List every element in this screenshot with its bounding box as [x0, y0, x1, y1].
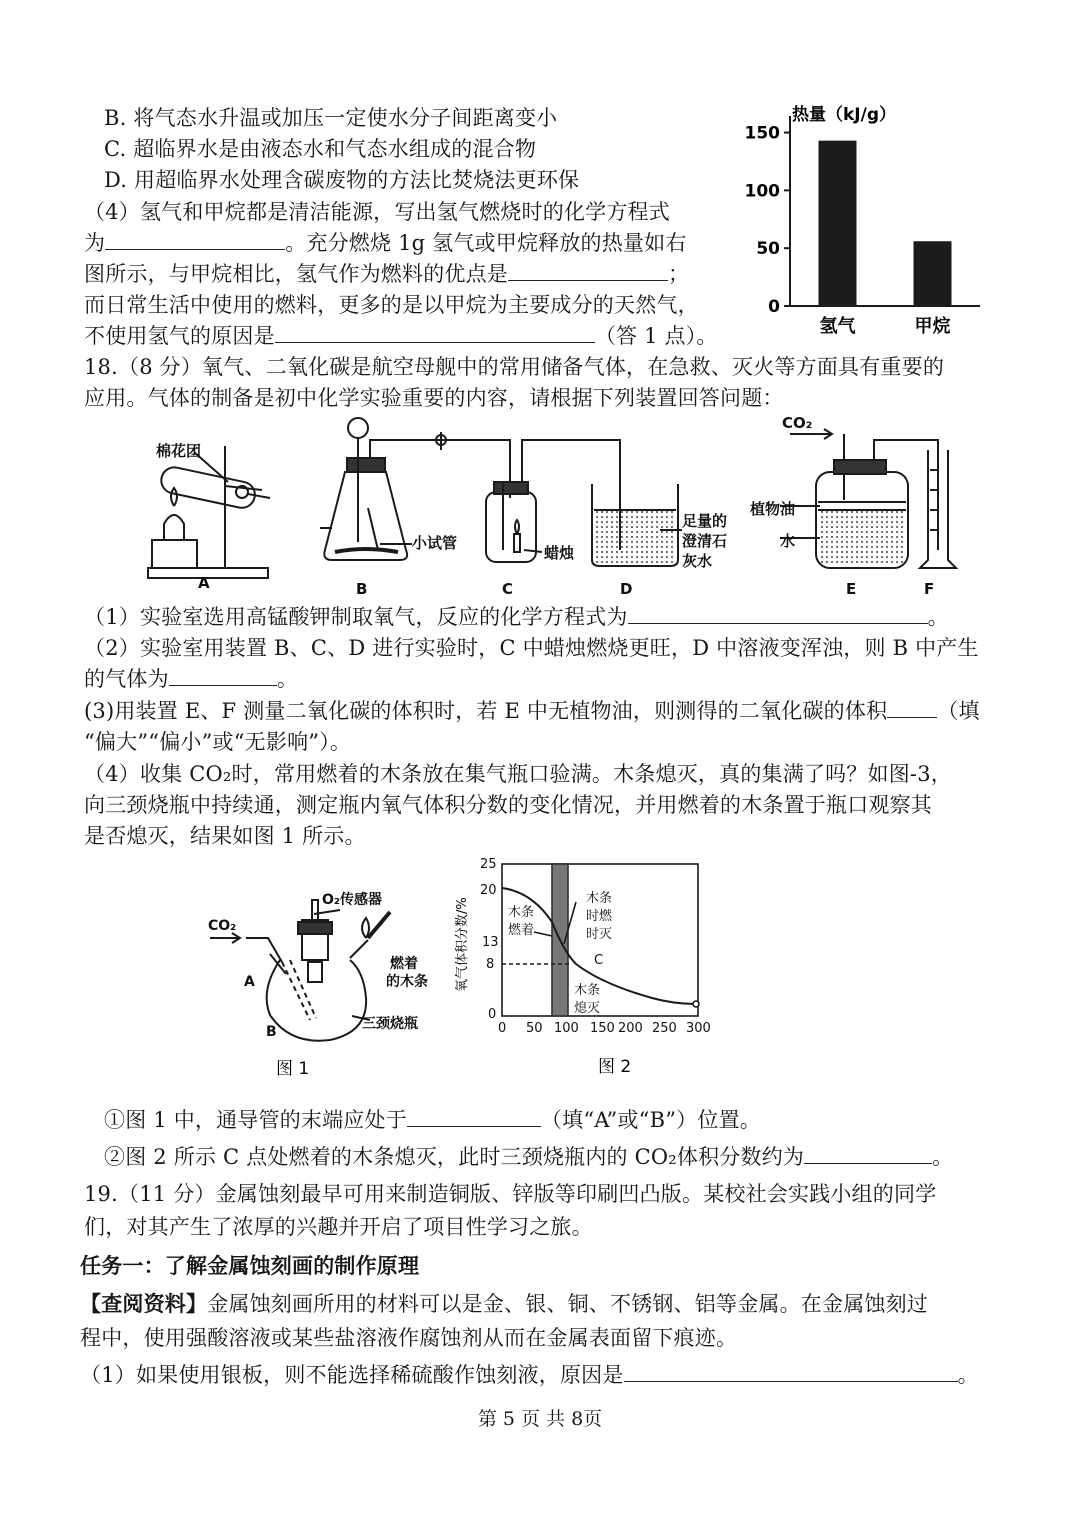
- candle-icon: [514, 534, 520, 552]
- text: （1）如果使用银板，则不能选择稀硫酸作蚀刻液，原因是: [80, 1363, 624, 1387]
- label-sometimes-3: 时灭: [586, 927, 613, 942]
- q18-part4-line2: 向三颈烧瓶中持续通，测定瓶内氧气体积分数的变化情况，并用燃着的木条置于瓶口观察其: [84, 793, 932, 817]
- y-tick-20: 20: [480, 883, 497, 898]
- fig2-caption: 图 2: [598, 1057, 632, 1077]
- q18-part2-line1: （2）实验室用装置 B、C、D 进行实验时，C 中蜡烛燃烧更旺，D 中溶液变浑浊，则 B 中产生: [84, 636, 979, 660]
- bar: [819, 141, 857, 306]
- tube-inside-dashed: [282, 962, 310, 1020]
- label-a: A: [198, 574, 210, 592]
- y-tick-0: 0: [488, 1007, 497, 1022]
- text: ②图 2 所示 C 点处燃着的木条熄灭，此时三颈烧瓶内的 CO₂体积分数约为: [104, 1145, 805, 1169]
- text: ①图 1 中，通导管的末端应处于: [104, 1108, 407, 1132]
- q18-sub2: [104, 1143, 953, 1171]
- label-limewater-1: 足量的: [682, 512, 728, 530]
- heat-bar-chart: [740, 96, 990, 346]
- reagent: [335, 549, 398, 552]
- answer-blank-volume[interactable]: [887, 697, 937, 718]
- q18-sub1: [104, 1106, 761, 1134]
- label-sometimes-2: 时燃: [586, 909, 613, 924]
- q17-option-b: B. 将气态水升温或加压一定使水分子间距离变小: [104, 106, 558, 130]
- alcohol-lamp: [164, 515, 184, 540]
- x-tick-300: 300: [686, 1021, 711, 1036]
- figure-2-oxygen-curve: [452, 852, 732, 1084]
- flame-icon: [362, 918, 369, 938]
- q18-part3-line1: [84, 697, 980, 725]
- text: （1）实验室选用高锰酸钾制取氧气，反应的化学方程式为: [84, 605, 628, 629]
- text: 为: [84, 231, 106, 255]
- q17-option-c: C. 超临界水是由液态水和气态水组成的混合物: [104, 137, 537, 161]
- q19-part1: [80, 1361, 979, 1389]
- delivery-tube-a: [248, 494, 270, 498]
- x-tick-250: 250: [652, 1021, 677, 1036]
- q18-part4-line1: （4）收集 CO₂时，常用燃着的木条放在集气瓶口验满。木条熄灭，真的集满了吗？如图-3，: [84, 762, 952, 786]
- fig1-co2: CO₂: [208, 918, 237, 934]
- q17-option-d: D. 用超临界水处理含碳废物的方法比焚烧法更环保: [104, 168, 580, 192]
- text: ；: [668, 262, 690, 286]
- sensor-probe: [312, 900, 318, 922]
- gas-tube: [246, 938, 282, 962]
- apparatus-diagram: [130, 410, 960, 605]
- label-sometimes-1: 木条: [586, 891, 613, 906]
- chart-y-axis-label: 热量（kJ/g）: [792, 105, 897, 125]
- funnel-bulb: [348, 418, 368, 438]
- burning-splint: [368, 912, 390, 938]
- label-limewater-2: 澄清石: [682, 532, 728, 550]
- label-candle: 蜡烛: [544, 544, 575, 562]
- q19-line1: 19.（11 分）金属蚀刻最早可用来制造铜版、锌版等印刷凹凸版。某校社会实践小组的同学: [84, 1182, 937, 1206]
- sensor-tip: [308, 962, 322, 982]
- y-tick-8: 8: [486, 957, 495, 972]
- text: 。充分燃烧 1g 氢气或甲烷释放的热量如右: [285, 231, 687, 255]
- y-tick-label: 150: [744, 123, 780, 144]
- text: 图所示，与甲烷相比，氢气作为燃料的优点是: [84, 262, 508, 286]
- label-point-c: C: [594, 953, 604, 968]
- q18-part4-line3: 是否熄灭，结果如图 1 所示。: [84, 824, 366, 848]
- stopper-b: [347, 458, 385, 472]
- water-e: [818, 510, 906, 566]
- flame-icon: [171, 488, 177, 506]
- text: (3)用装置 E、F 测量二氧化碳的体积时，若 E 中无植物油，则测得的二氧化碳的体积: [84, 699, 888, 723]
- text: 的气体为: [84, 667, 169, 691]
- limewater-liquid: [594, 510, 676, 564]
- flask-body: [267, 960, 366, 1041]
- q19-info-line1: [80, 1290, 928, 1318]
- label-c: C: [502, 580, 514, 598]
- label-burning-2: 燃着: [508, 923, 535, 938]
- q18-part1: [84, 603, 949, 631]
- category-label: 甲烷: [914, 316, 951, 337]
- y-tick-label: 50: [756, 239, 780, 260]
- end-point: [693, 1001, 699, 1007]
- fig1-burning-2: 的木条: [386, 974, 428, 990]
- bar: [914, 241, 952, 306]
- answer-blank-advantage[interactable]: [508, 260, 668, 281]
- text: 。: [957, 1363, 979, 1387]
- label-pointer: [534, 932, 552, 936]
- text: 不使用氢气的原因是: [84, 324, 275, 348]
- stopper-middle: [298, 922, 332, 934]
- fig1-caption: 图 1: [276, 1059, 310, 1079]
- small-tube: [368, 508, 378, 550]
- text: 。: [927, 605, 949, 629]
- text: 。: [932, 1145, 954, 1169]
- label-cotton: 棉花团: [156, 442, 202, 460]
- q19-task1-heading: 任务一：了解金属蚀刻画的制作原理: [80, 1254, 420, 1278]
- answer-blank-equation[interactable]: [105, 229, 285, 250]
- label-small-tube: 小试管: [412, 534, 458, 552]
- label-burning-1: 木条: [508, 905, 535, 920]
- fig1-burning-1: 燃着: [390, 956, 418, 972]
- conical-flask: [324, 472, 407, 560]
- y-tick-13: 13: [482, 935, 499, 950]
- fig1-b: B: [266, 1024, 277, 1040]
- q17-part4-line4: 而日常生活中使用的燃料，更多的是以甲烷为主要成分的天然气，: [84, 293, 699, 317]
- q19-line2: 们，对其产生了浓厚的兴趣并开启了项目性学习之旅。: [84, 1215, 593, 1239]
- candle-flame-icon: [515, 520, 519, 534]
- answer-blank-equation-kmno4[interactable]: [628, 603, 928, 624]
- q17-part4-line2: [84, 229, 687, 257]
- q17-part4-line5: [84, 322, 718, 350]
- label-co2: CO₂: [782, 414, 813, 432]
- q18-line1: 18.（8 分）氧气、二氧化碳是航空母舰中的常用储备气体，在急救、灭火等方面具有重要的: [84, 355, 945, 379]
- label-d: D: [620, 580, 633, 598]
- y-tick-25: 25: [480, 857, 497, 872]
- label-water: 水: [780, 532, 796, 550]
- label-pointer: [524, 550, 542, 552]
- y-tick-label: 100: [744, 181, 780, 202]
- stopper-e: [834, 460, 886, 474]
- figure-1-three-neck-flask: [190, 880, 450, 1085]
- text: 。: [276, 667, 299, 691]
- text: （填“A”或“B”）位置。: [540, 1108, 761, 1132]
- info-tag: 【查阅资料】: [80, 1292, 208, 1316]
- y-tick-label: 0: [768, 297, 780, 317]
- x-tick-100: 100: [554, 1021, 579, 1036]
- label-out-1: 木条: [574, 983, 601, 998]
- q18-part3-line2: “偏大”“偏小”或“无影响”）。: [84, 730, 352, 754]
- answer-blank-silver-reason[interactable]: [624, 1361, 958, 1382]
- x-tick-0: 0: [498, 1021, 507, 1036]
- q19-info-line2: 程中，使用强酸溶液或某些盐溶液作腐蚀剂从而在金属表面留下痕迹。: [80, 1326, 738, 1350]
- q18-part2-line2: [84, 665, 298, 693]
- chart-bars: [819, 141, 952, 306]
- label-out-2: 熄灭: [574, 1001, 601, 1016]
- answer-blank-reason[interactable]: [275, 322, 595, 343]
- right-neck: [350, 940, 368, 958]
- stand-block: [152, 540, 197, 568]
- stopper-c: [494, 482, 528, 494]
- x-tick-50: 50: [526, 1021, 543, 1036]
- fig1-sensor: O₂传感器: [322, 892, 383, 908]
- answer-blank-gas[interactable]: [169, 665, 277, 686]
- category-label: 氢气: [819, 316, 856, 337]
- page-footer: 第 5 页 共 8页: [477, 1408, 603, 1430]
- fig1-flask: 三颈烧瓶: [362, 1016, 418, 1032]
- chart-ticks: [745, 124, 791, 317]
- x-tick-150: 150: [590, 1021, 615, 1036]
- q18-line2: 应用。气体的制备是初中化学实验重要的内容，请根据下列装置回答问题：: [84, 386, 784, 410]
- label-oil: 植物油: [750, 500, 796, 518]
- text: （答 1 点）。: [594, 324, 718, 348]
- answer-blank-position[interactable]: [407, 1106, 541, 1127]
- text: 金属蚀刻画所用的材料可以是金、银、铜、不锈钢、铝等金属。在金属蚀刻过: [207, 1292, 928, 1316]
- q17-part4-line1: （4）氢气和甲烷都是清洁能源，写出氢气燃烧时的化学方程式: [84, 200, 670, 224]
- label-f: F: [924, 580, 935, 598]
- label-b: B: [356, 580, 368, 598]
- fig1-a: A: [244, 974, 255, 990]
- tube-inside-dashed: [290, 960, 316, 1018]
- label-e: E: [846, 580, 857, 598]
- answer-blank-co2-fraction[interactable]: [804, 1143, 932, 1164]
- label-limewater-3: 灰水: [682, 552, 713, 570]
- x-tick-200: 200: [618, 1021, 643, 1036]
- q17-part4-line3: [84, 260, 689, 288]
- text: （填: [937, 699, 980, 723]
- fig2-y-axis-label: 氧气体积分数/%: [455, 897, 470, 992]
- chart-category-labels: [820, 315, 951, 337]
